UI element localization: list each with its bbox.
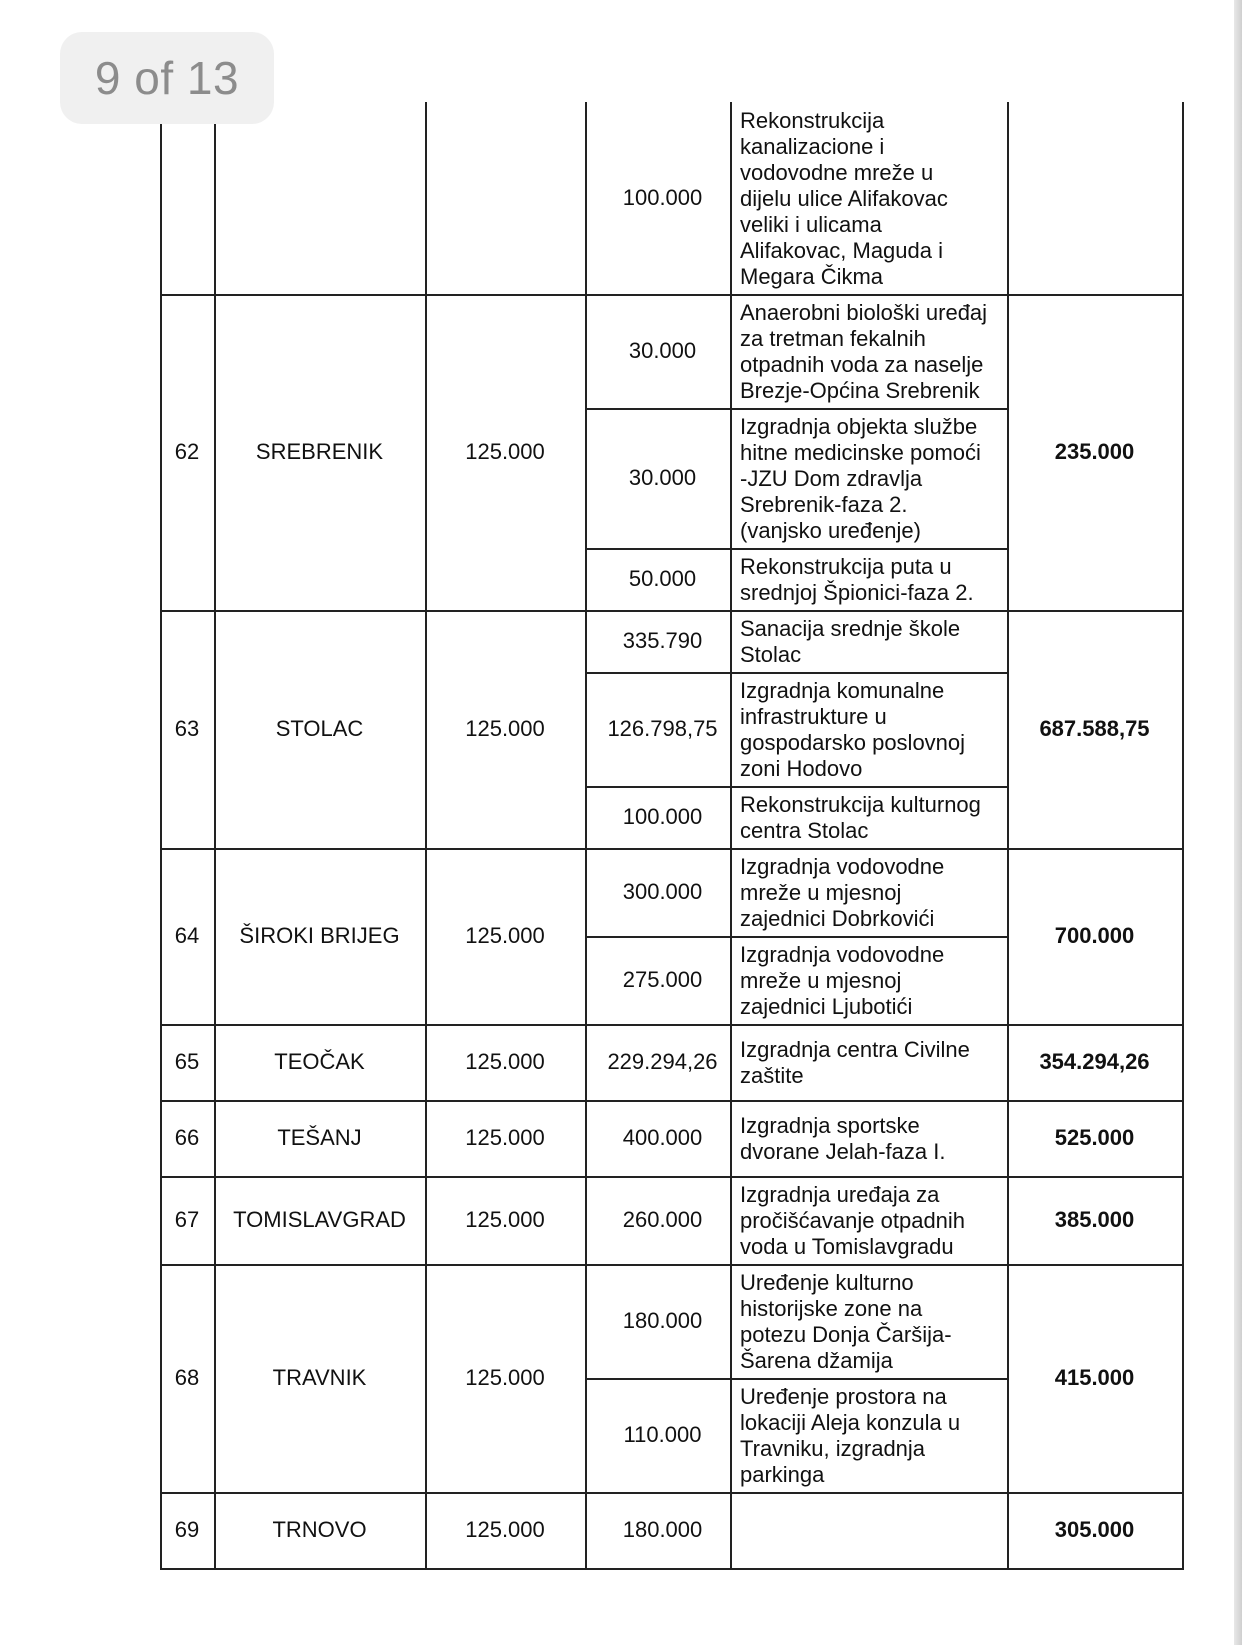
description-line: vodovodne mreže u (740, 160, 934, 185)
base-amount: 125.000 (465, 1125, 545, 1150)
table-rule (214, 102, 216, 1570)
table-rule (160, 1492, 1184, 1494)
total-amount: 415.000 (1054, 1365, 1135, 1390)
project-description (730, 1378, 1007, 1492)
scanned-document-page (160, 102, 1182, 1572)
municipality-name: TOMISLAVGRAD (233, 1207, 406, 1232)
description-line: gospodarsko poslovnoj (740, 730, 966, 755)
table-rule (730, 102, 732, 1570)
base-amount: 125.000 (465, 1517, 545, 1542)
table-rule (160, 1176, 1184, 1178)
description-line: Šarena džamija (740, 1348, 893, 1373)
project-amount: 180.000 (622, 1517, 703, 1542)
project-description (730, 548, 1007, 610)
page-indicator-text: 9 of 13 (94, 52, 240, 104)
description-line: potezu Donja Čaršija- (740, 1322, 952, 1347)
table-rule (585, 786, 1009, 788)
description-line: Stolac (740, 642, 802, 667)
row-number: 62 (174, 439, 200, 464)
description-line: dvorane Jelah-faza I. (740, 1139, 946, 1164)
page-indicator (60, 32, 274, 124)
description-line: mreže u mjesnoj (740, 880, 902, 905)
table-rule (1182, 102, 1184, 1570)
project-amount: 50.000 (628, 566, 697, 591)
base-amount: 125.000 (465, 1049, 545, 1074)
base-amount (425, 102, 585, 294)
description-line: Anaerobni biološki uređaj (740, 300, 988, 325)
table-rule (160, 294, 1184, 296)
municipality-name: STOLAC (275, 716, 364, 741)
description-line: Megara Čikma (740, 264, 884, 289)
page-edge (1234, 0, 1242, 1645)
project-description (730, 1176, 1007, 1264)
municipality-name: TEOČAK (274, 1049, 365, 1074)
municipality-name: TRAVNIK (272, 1365, 367, 1390)
project-description (730, 786, 1007, 848)
municipality-name: ŠIROKI BRIJEG (239, 923, 400, 948)
row-number: 63 (174, 716, 200, 741)
table-rule (160, 102, 162, 1570)
row-number: 64 (174, 923, 200, 948)
row-number: 66 (174, 1125, 200, 1150)
municipality-name: SREBRENIK (255, 439, 384, 464)
project-amount: 400.000 (622, 1125, 703, 1150)
description-line: mreže u mjesnoj (740, 968, 902, 993)
project-description (730, 936, 1007, 1024)
project-amount: 275.000 (622, 967, 703, 992)
description-line: Uređenje prostora na (740, 1384, 947, 1409)
description-line: Sanacija srednje škole (740, 616, 961, 641)
description-line: otpadnih voda za naselje (740, 352, 984, 377)
table-rule (160, 1568, 1184, 1570)
project-amount: 110.000 (623, 1422, 702, 1447)
description-line: kanalizacione i (740, 134, 885, 159)
project-description (730, 1492, 1007, 1568)
total-amount: 305.000 (1054, 1517, 1135, 1542)
base-amount: 125.000 (465, 716, 545, 741)
project-amount: 180.000 (622, 1308, 703, 1333)
table-rule (585, 1378, 1009, 1380)
description-line: zaštite (740, 1063, 804, 1088)
project-amount: 100.000 (622, 185, 703, 210)
base-amount: 125.000 (465, 923, 545, 948)
table-rule (585, 548, 1009, 550)
description-line: zoni Hodovo (740, 756, 863, 781)
row-number: 65 (174, 1049, 200, 1074)
project-amount: 260.000 (622, 1207, 703, 1232)
description-line: Izgradnja uređaja za (740, 1182, 940, 1207)
municipality-name: TEŠANJ (277, 1125, 362, 1150)
table-rule (585, 408, 1009, 410)
table-rule (160, 610, 1184, 612)
description-line: zajednici Dobrkovići (740, 906, 935, 931)
total-amount: 385.000 (1054, 1207, 1135, 1232)
row-number: 68 (174, 1365, 200, 1390)
project-amount: 30.000 (628, 338, 697, 363)
total-amount: 354.294,26 (1039, 1049, 1150, 1074)
base-amount: 125.000 (465, 1365, 545, 1390)
description-line: za tretman fekalnih (740, 326, 926, 351)
description-line: Rekonstrukcija kulturnog (740, 792, 981, 817)
description-line: veliki i ulicama (740, 212, 882, 237)
description-line: Izgradnja komunalne (740, 678, 945, 703)
description-line: hitne medicinske pomoći (740, 440, 981, 465)
project-description (730, 102, 1007, 294)
total-amount: 235.000 (1054, 439, 1135, 464)
description-line: Srebrenik-faza 2. (740, 492, 908, 517)
description-line: pročišćavanje otpadnih (740, 1208, 966, 1233)
description-line: historijske zone na (740, 1296, 923, 1321)
description-line: Alifakovac, Maguda i (740, 238, 943, 263)
description-line: Izgradnja vodovodne (740, 942, 945, 967)
project-description (730, 672, 1007, 786)
description-line: zajednici Ljubotići (740, 994, 913, 1019)
description-line: Izgradnja vodovodne (740, 854, 945, 879)
table-rule (160, 848, 1184, 850)
total-amount (1007, 102, 1182, 294)
row-number (160, 102, 214, 294)
description-line: lokaciji Aleja konzula u (740, 1410, 961, 1435)
description-line: voda u Tomislavgradu (740, 1234, 954, 1259)
table-rule (585, 936, 1009, 938)
municipality-name: TRNOVO (272, 1517, 367, 1542)
description-line: centra Stolac (740, 818, 869, 843)
table-rule (160, 1024, 1184, 1026)
project-amount: 100.000 (622, 804, 703, 829)
project-description (730, 848, 1007, 936)
total-amount: 687.588,75 (1039, 716, 1150, 741)
description-line: Izgradnja sportske (740, 1113, 920, 1138)
project-description (730, 408, 1007, 548)
base-amount: 125.000 (465, 1207, 545, 1232)
table-rule (160, 1100, 1184, 1102)
project-description (730, 1264, 1007, 1378)
description-line: Rekonstrukcija (740, 108, 885, 133)
description-line: Brezje-Općina Srebrenik (740, 378, 980, 403)
description-line: Uređenje kulturno (740, 1270, 914, 1295)
table-rule (425, 102, 427, 1570)
row-number: 67 (174, 1207, 200, 1232)
description-line: dijelu ulice Alifakovac (740, 186, 948, 211)
project-amount: 335.790 (622, 628, 703, 653)
project-description (730, 610, 1007, 672)
row-number: 69 (174, 1517, 200, 1542)
description-line: infrastrukture u (740, 704, 887, 729)
base-amount: 125.000 (465, 439, 545, 464)
description-line: -JZU Dom zdravlja (740, 466, 923, 491)
municipality-name (214, 102, 425, 294)
description-line: Rekonstrukcija puta u (740, 554, 952, 579)
project-amount: 30.000 (628, 465, 697, 490)
project-description (730, 294, 1007, 408)
table-rule (160, 1264, 1184, 1266)
project-amount: 300.000 (622, 879, 703, 904)
table-rule (585, 102, 587, 1570)
total-amount: 525.000 (1054, 1125, 1135, 1150)
description-line: srednjoj Špionici-faza 2. (740, 580, 974, 605)
description-line: Izgradnja centra Civilne (740, 1037, 970, 1062)
project-amount: 126.798,75 (607, 716, 718, 741)
description-line: Izgradnja objekta službe (740, 414, 978, 439)
project-description (730, 1024, 1007, 1100)
description-line: parkinga (740, 1462, 825, 1487)
description-line: Travniku, izgradnja (740, 1436, 926, 1461)
project-description (730, 1100, 1007, 1176)
table-rule (585, 672, 1009, 674)
project-amount: 229.294,26 (607, 1049, 718, 1074)
total-amount: 700.000 (1054, 923, 1135, 948)
table-rule (1007, 102, 1009, 1570)
description-line: (vanjsko uređenje) (740, 518, 921, 543)
